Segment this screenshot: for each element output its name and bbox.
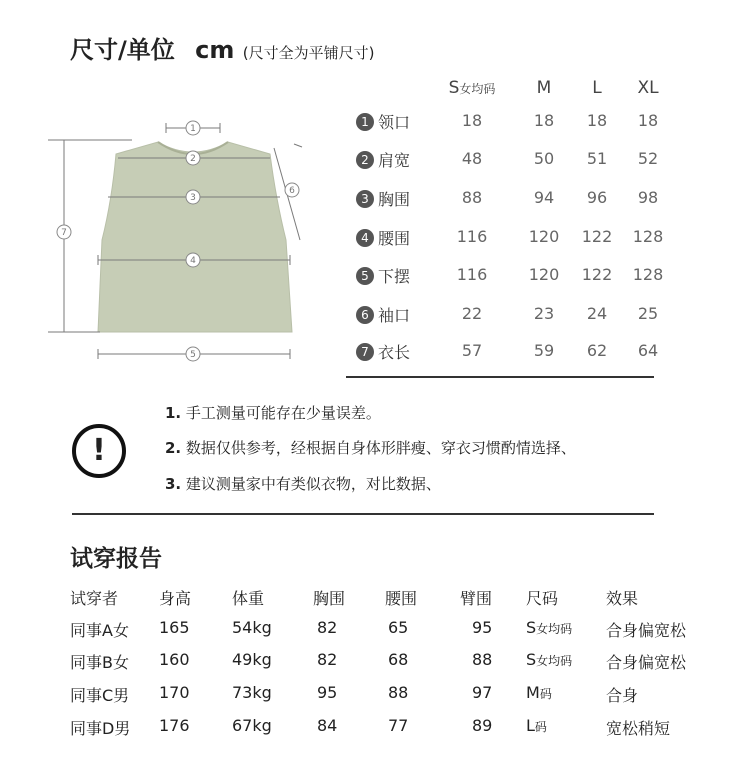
size-chart-title: [70, 30, 374, 65]
size-row-label: [356, 340, 410, 363]
note-item: [165, 402, 381, 423]
trial-header: 效果: [606, 589, 639, 608]
trial-cell: 82: [317, 618, 338, 637]
size-chart-title-text: 尺寸/单位: [70, 36, 175, 64]
size-cell: 18: [586, 111, 608, 130]
row-num-badge: 3: [356, 190, 374, 208]
trial-cell: 77: [388, 716, 409, 735]
note-item: [165, 437, 576, 458]
size-cell: 120: [528, 265, 560, 284]
trial-cell: 54kg: [232, 618, 272, 637]
trial-cell: 73kg: [232, 683, 272, 702]
size-cell: 94: [533, 188, 555, 207]
size-cell: 98: [637, 188, 659, 207]
trial-cell: 合身偏宽松: [606, 653, 687, 672]
size-cell: 48: [461, 149, 483, 168]
col-head-s-sub: 女均码: [459, 82, 496, 96]
diagram-marker-4: 4: [190, 256, 196, 266]
note-text: 手工测量可能存在少量误差。: [185, 404, 381, 422]
vest-shape: [98, 142, 292, 332]
row-label-text: 袖口: [378, 306, 411, 325]
trial-cell: 82: [317, 650, 338, 669]
size-cell: 59: [533, 341, 555, 360]
trial-cell: [526, 618, 572, 637]
row-num-badge: 7: [356, 343, 374, 361]
note-num: 3.: [165, 475, 182, 493]
trial-cell: 同事B女: [70, 653, 129, 672]
size-cell: 25: [637, 304, 659, 323]
trial-cell: 同事A女: [70, 621, 129, 640]
size-cell: 64: [637, 341, 659, 360]
trial-size-main: S: [526, 650, 537, 669]
size-cell: 51: [586, 149, 608, 168]
trial-cell: 84: [317, 716, 338, 735]
notes-divider: [72, 513, 654, 515]
col-head-xl: [618, 78, 678, 98]
size-cell: 22: [461, 304, 483, 323]
trial-header: 身高: [159, 589, 192, 608]
trial-cell: 88: [472, 650, 493, 669]
trial-cell: 同事C男: [70, 686, 130, 705]
trial-header: 试穿者: [70, 589, 119, 608]
trial-cell: 65: [388, 618, 409, 637]
size-row-label: [356, 264, 410, 287]
note-num: 1.: [165, 404, 182, 422]
size-cell: 96: [586, 188, 608, 207]
trial-size-sub: 码: [534, 720, 547, 734]
col-head-l-main: L: [592, 78, 602, 98]
size-chart-unit: cm: [195, 36, 235, 64]
row-label-text: 肩宽: [378, 151, 411, 170]
size-cell: 120: [528, 227, 560, 246]
garment-diagram: [40, 110, 310, 370]
row-num-badge: 2: [356, 151, 374, 169]
trial-size-sub: 码: [539, 687, 552, 701]
trial-size-sub: 女均码: [536, 622, 573, 636]
trial-report-title: 试穿报告: [70, 546, 162, 572]
size-cell: 128: [632, 227, 664, 246]
size-cell: 88: [461, 188, 483, 207]
size-cell: 52: [637, 149, 659, 168]
col-head-xl-main: XL: [637, 78, 659, 98]
trial-header: 臂围: [460, 589, 493, 608]
note-num: 2.: [165, 439, 182, 457]
size-cell: 24: [586, 304, 608, 323]
trial-cell: 67kg: [232, 716, 272, 735]
size-cell: 23: [533, 304, 555, 323]
trial-cell: 95: [472, 618, 493, 637]
diagram-marker-7: 7: [61, 228, 67, 238]
size-cell: 57: [461, 341, 483, 360]
trial-cell: [526, 683, 552, 702]
trial-cell: [526, 650, 572, 669]
size-chart-unit-note: (尺寸全为平铺尺寸): [242, 44, 375, 62]
size-row-label: [356, 110, 410, 133]
trial-header: 体重: [232, 589, 265, 608]
trial-cell: 176: [159, 716, 190, 735]
size-row-label: [356, 187, 410, 210]
trial-cell: 97: [472, 683, 493, 702]
trial-header: 尺码: [526, 589, 559, 608]
diagram-marker-1: 1: [190, 124, 196, 134]
row-num-badge: 4: [356, 229, 374, 247]
trial-cell: 89: [472, 716, 493, 735]
note-text: 数据仅供参考，经根据自身体形胖瘦、穿衣习惯酌情选择、: [185, 439, 576, 457]
trial-cell: 合身偏宽松: [606, 621, 687, 640]
size-cell: 50: [533, 149, 555, 168]
size-cell: 18: [637, 111, 659, 130]
trial-cell: 88: [388, 683, 409, 702]
diagram-marker-2: 2: [190, 154, 196, 164]
row-num-badge: 5: [356, 267, 374, 285]
size-row-label: [356, 226, 410, 249]
diagram-marker-3: 3: [190, 193, 196, 203]
row-label-text: 下摆: [378, 267, 411, 286]
diagram-marker-6: 6: [289, 186, 295, 196]
size-cell: 62: [586, 341, 608, 360]
size-cell: 116: [456, 265, 488, 284]
trial-cell: 宽松稍短: [606, 719, 671, 738]
trial-header: 腰围: [385, 589, 418, 608]
size-cell: 122: [581, 227, 613, 246]
col-head-m: [514, 78, 574, 98]
col-head-s: [442, 78, 502, 98]
trial-cell: 160: [159, 650, 190, 669]
size-cell: 128: [632, 265, 664, 284]
trial-cell: 49kg: [232, 650, 272, 669]
row-label-text: 领口: [378, 113, 411, 132]
row-label-text: 胸围: [378, 190, 411, 209]
trial-size-main: M: [526, 683, 540, 702]
size-row-label: [356, 303, 410, 326]
trial-size-main: L: [526, 716, 535, 735]
trial-cell: 165: [159, 618, 190, 637]
row-num-badge: 1: [356, 113, 374, 131]
trial-cell: 合身: [606, 686, 639, 705]
size-cell: 122: [581, 265, 613, 284]
size-cell: 18: [461, 111, 483, 130]
note-item: [165, 473, 441, 494]
trial-cell: 同事D男: [70, 719, 131, 738]
size-cell: 18: [533, 111, 555, 130]
trial-size-main: S: [526, 618, 537, 637]
row-label-text: 腰围: [378, 229, 411, 248]
trial-cell: 170: [159, 683, 190, 702]
diagram-marker-5: 5: [190, 350, 196, 360]
trial-cell: 95: [317, 683, 338, 702]
size-cell: 116: [456, 227, 488, 246]
trial-size-sub: 女均码: [536, 654, 573, 668]
size-table-divider: [346, 376, 654, 378]
trial-cell: 68: [388, 650, 409, 669]
trial-header: 胸围: [313, 589, 346, 608]
size-row-label: [356, 148, 410, 171]
col-head-s-main: S: [448, 78, 460, 98]
trial-cell: [526, 716, 547, 735]
note-text: 建议测量家中有类似衣物，对比数据、: [185, 475, 441, 493]
row-num-badge: 6: [356, 306, 374, 324]
col-head-m-main: M: [536, 78, 552, 98]
exclamation-circle-icon: !: [72, 424, 126, 478]
row-label-text: 衣长: [378, 343, 411, 362]
